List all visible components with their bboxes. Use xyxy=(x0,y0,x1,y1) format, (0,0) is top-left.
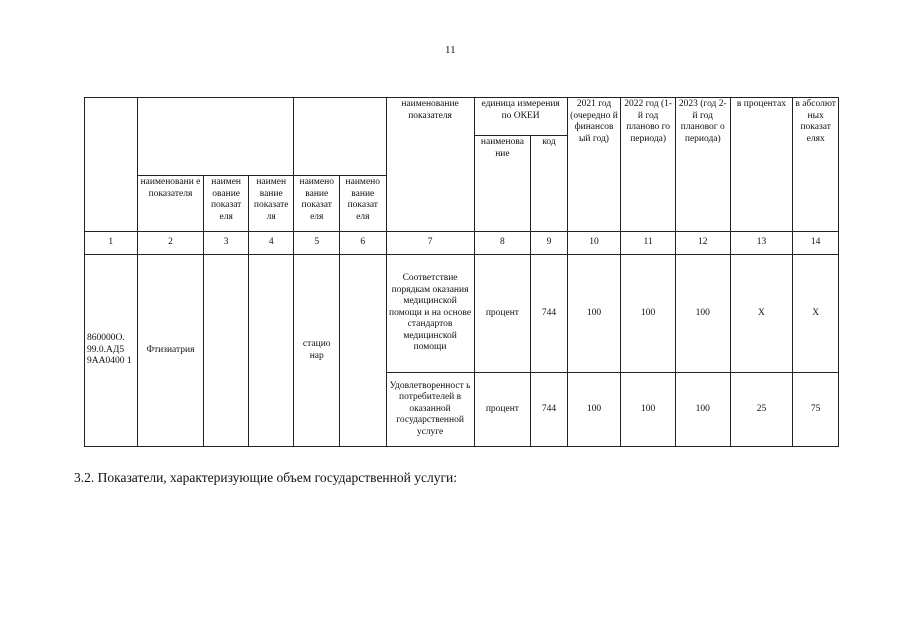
subheader-c3: наимен ование показат еля xyxy=(204,176,249,232)
service-condition: стацио нар xyxy=(294,255,340,447)
value-2022: 100 xyxy=(621,373,676,447)
value-2021: 100 xyxy=(567,255,621,373)
value-2021: 100 xyxy=(567,373,621,447)
subheader-c2: наименовани е показателя xyxy=(137,176,204,232)
col-number: 5 xyxy=(294,232,340,255)
header-blank-c2-4 xyxy=(137,98,294,176)
unit-name: процент xyxy=(474,255,531,373)
header-unit-name: наименова ние xyxy=(474,136,531,232)
empty-cell xyxy=(248,255,294,447)
col-number: 1 xyxy=(85,232,138,255)
deviation-absolute: 75 xyxy=(793,373,839,447)
value-2023: 100 xyxy=(675,255,730,373)
unit-name: процент xyxy=(474,373,531,447)
col-number: 14 xyxy=(793,232,839,255)
page-number: 11 xyxy=(445,44,456,56)
header-unit: единица измерения по ОКЕИ xyxy=(474,98,567,136)
deviation-absolute: Х xyxy=(793,255,839,373)
empty-cell xyxy=(340,255,387,447)
subheader-c5: наимено вание показат еля xyxy=(294,176,340,232)
header-year-2021: 2021 год (очередно й финансов ый год) xyxy=(567,98,621,232)
col-number: 13 xyxy=(730,232,793,255)
col-number: 7 xyxy=(386,232,474,255)
unit-code: 744 xyxy=(531,255,567,373)
subheader-c6: наимено вание показат еля xyxy=(340,176,387,232)
unit-code: 744 xyxy=(531,373,567,447)
header-blank-c5-6 xyxy=(294,98,386,176)
deviation-percent: 25 xyxy=(730,373,793,447)
header-year-2022: 2022 год (1-й год планово го периода) xyxy=(621,98,676,232)
column-number-row xyxy=(85,232,839,255)
table-row xyxy=(85,255,839,373)
service-code: 860000О. 99.0.АД5 9АА0400 1 xyxy=(85,255,138,447)
col-number: 8 xyxy=(474,232,531,255)
deviation-percent: Х xyxy=(730,255,793,373)
indicator-name: Соответствие порядкам оказания медицинской помощи и на основе стандартов медицинской помощи xyxy=(386,255,474,373)
service-specialty: Фтизиатрия xyxy=(137,255,204,447)
header-indicator-name: наименование показателя xyxy=(386,98,474,232)
section-heading: 3.2. Показатели, характеризующие объем государственной услуги: xyxy=(74,470,457,485)
header-blank-c1 xyxy=(85,98,138,232)
indicators-table xyxy=(84,97,839,447)
value-2022: 100 xyxy=(621,255,676,373)
subheader-c4: наимен вание показате ля xyxy=(248,176,294,232)
header-percent: в процентах xyxy=(730,98,793,232)
col-number: 10 xyxy=(567,232,621,255)
col-number: 2 xyxy=(137,232,204,255)
empty-cell xyxy=(204,255,249,447)
value-2023: 100 xyxy=(675,373,730,447)
header-absolute: в абсолют ных показат елях xyxy=(793,98,839,232)
col-number: 9 xyxy=(531,232,567,255)
header-year-2023: 2023 (год 2-й год плановог о периода) xyxy=(675,98,730,232)
indicator-name: Удовлетворенност ь потребителей в оказанной государственной услуге xyxy=(386,373,474,447)
col-number: 11 xyxy=(621,232,676,255)
col-number: 6 xyxy=(340,232,387,255)
col-number: 12 xyxy=(675,232,730,255)
col-number: 4 xyxy=(248,232,294,255)
col-number: 3 xyxy=(204,232,249,255)
header-unit-code: код xyxy=(531,136,567,232)
